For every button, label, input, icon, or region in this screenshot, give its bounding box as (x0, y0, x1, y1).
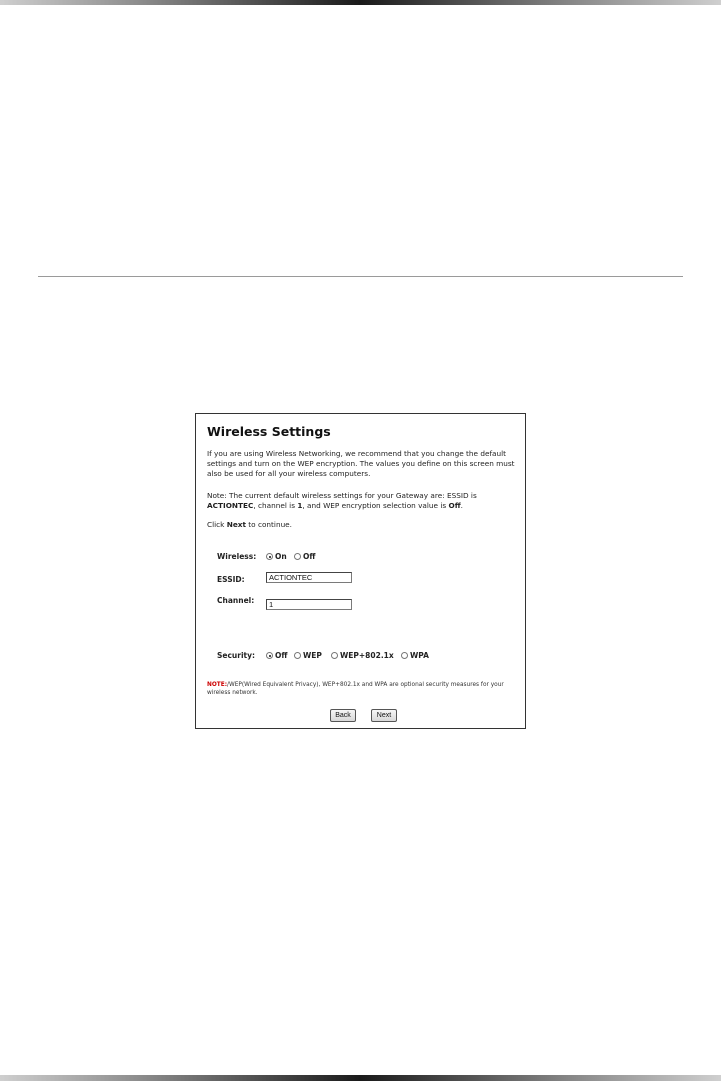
footnote-prefix: NOTE: (207, 682, 228, 688)
security-off-radio[interactable] (266, 652, 273, 659)
click-prefix: Click (207, 520, 227, 529)
security-wep8021x-radio[interactable] (331, 652, 338, 659)
back-button[interactable]: Back (330, 709, 356, 722)
intro-text: If you are using Wireless Networking, we recommend that you change the default settings and turn on the WEP encryption. The values you define on this screen must also be used for all your wireless computers. (207, 449, 515, 478)
security-off-option[interactable] (266, 651, 287, 660)
horizontal-divider (38, 276, 683, 277)
security-wep8021x-label: WEP+802.1x (340, 651, 394, 660)
click-suffix: to continue. (245, 520, 292, 529)
essid-input[interactable]: ACTIONTEC (266, 572, 352, 583)
security-footnote (207, 682, 522, 697)
channel-input[interactable]: 1 (266, 599, 352, 610)
note-suffix: . (460, 500, 463, 510)
security-off-label: Off (275, 651, 288, 660)
note-prefix: Note: The current default wireless settings for your Gateway are: ESSID is (207, 491, 477, 500)
note-mid2: , and WEP encryption selection value is (302, 500, 449, 510)
wireless-settings-panel (195, 413, 526, 729)
essid-label: ESSID: (217, 575, 245, 584)
page-title: Wireless Settings (207, 424, 331, 439)
security-wpa-option[interactable] (401, 651, 429, 660)
security-wep-radio[interactable] (294, 652, 301, 659)
security-label: Security: (217, 651, 256, 660)
top-decorative-bar (0, 0, 721, 5)
security-wep-option[interactable] (294, 651, 322, 660)
channel-label: Channel: (217, 596, 255, 605)
bottom-decorative-bar (0, 1075, 721, 1081)
security-wep-label: WEP (303, 651, 322, 660)
wireless-on-label: On (275, 552, 287, 561)
security-wpa-radio[interactable] (401, 652, 408, 659)
note-essid-value: ACTIONTEC (207, 500, 254, 510)
note-channel-value: 1 (297, 500, 303, 510)
wireless-label: Wireless: (217, 552, 257, 561)
note-mid: , channel is (253, 500, 298, 510)
click-next-word: Next (226, 520, 246, 529)
note-wep-value: Off (448, 500, 461, 510)
footnote-text: /WEP(Wired Equivalent Privacy), WEP+802.1x and WPA are optional security measures for your wireless network. (207, 682, 504, 696)
wireless-off-label: Off (303, 552, 316, 561)
security-wpa-label: WPA (410, 651, 429, 660)
wireless-off-radio[interactable] (294, 553, 301, 560)
security-wep8021x-option[interactable] (331, 651, 394, 660)
wireless-on-radio[interactable] (266, 553, 273, 560)
wireless-off-option[interactable] (294, 552, 315, 561)
click-next-instruction (207, 520, 522, 530)
default-settings-note (207, 491, 522, 511)
next-button[interactable]: Next (371, 709, 397, 722)
wireless-on-option[interactable] (266, 552, 287, 561)
